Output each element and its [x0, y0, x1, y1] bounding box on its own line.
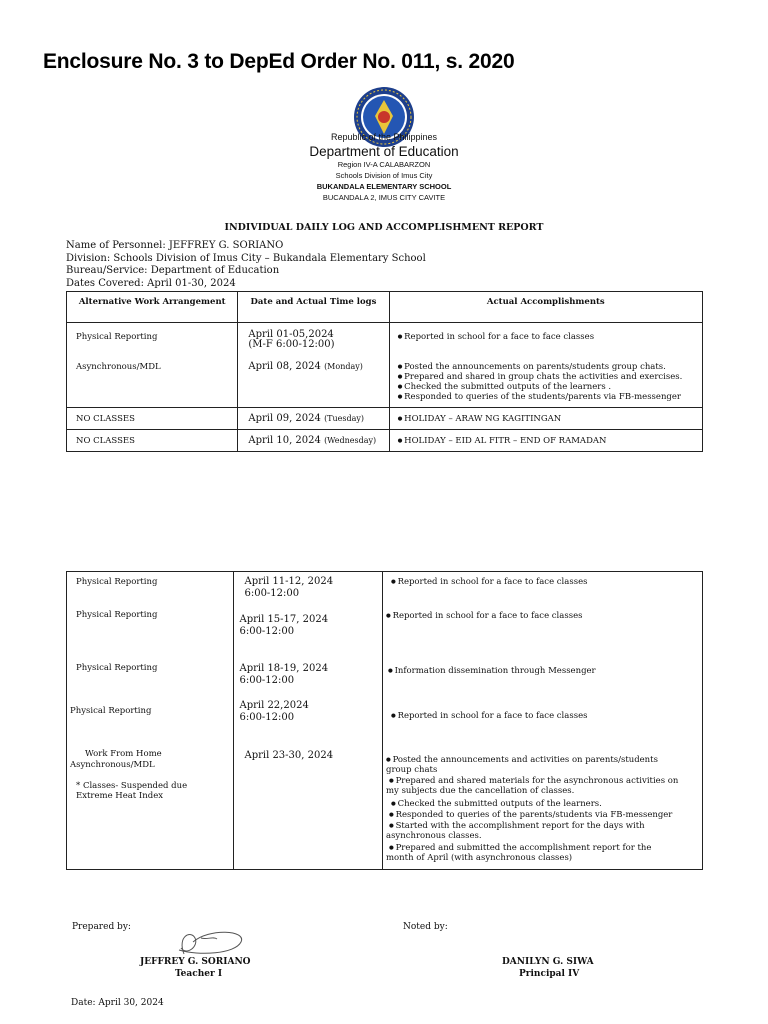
table-row [67, 572, 703, 870]
log-table-1 [66, 291, 703, 452]
prepared-name: JEFFREY G. SORIANO [140, 957, 251, 967]
table-row [67, 323, 703, 408]
address-line: BUCANDALA 2, IMUS CITY CAVITE [322, 193, 446, 202]
arrangement-note: * Classes- Suspended due [76, 781, 188, 791]
time-cell: 6:00-12:00 [239, 675, 295, 686]
table-row [67, 408, 703, 430]
accomplishment-item: ● Reported in school for a face to face classes [386, 611, 582, 622]
accomplishment-item: ● Prepared and submitted the accomplishment report for the [389, 843, 651, 854]
accomplishment-item: my subjects due the cancellation of classes. [386, 786, 575, 796]
accomplishment-item: group chats [386, 765, 438, 775]
report-date: Date: April 30, 2024 [71, 998, 164, 1008]
noted-by-label: Noted by: [403, 922, 448, 932]
accomplishment-item: ● Reported in school for a face to face classes [398, 332, 594, 343]
date-cell: April 09, 2024 (Tuesday) [248, 413, 365, 424]
date-cell: April 08, 2024 (Monday) [248, 361, 363, 372]
region-line: Region IV-A CALABARZON [337, 160, 431, 169]
accomplishment-item: ● Reported in school for a face to face classes [391, 577, 587, 588]
table-row [67, 430, 703, 452]
accomplishment-item: ● Responded to queries of the students/parents via FB-messenger [398, 392, 681, 403]
arrangement-cell: Physical Reporting [76, 577, 158, 587]
division-info: Division: Schools Division of Imus City – Bukandala Elementary School [66, 253, 426, 264]
date-cell: April 15-17, 2024 [239, 614, 329, 625]
date-cell: April 11-12, 2024 [244, 576, 334, 587]
accomplishment-item: ● HOLIDAY – EID AL FITR – END OF RAMADAN [398, 436, 607, 447]
date-cell: April 22,2024 [239, 700, 309, 711]
time-cell: 6:00-12:00 [244, 588, 300, 599]
accomplishment-item: ● Prepared and shared in group chats the activities and exercises. [398, 372, 683, 383]
accomplishment-item: ● Responded to queries of the parents/students via FB-messenger [389, 810, 672, 821]
date-cell: April 18-19, 2024 [239, 663, 329, 674]
time-cell: 6:00-12:00 [239, 626, 295, 637]
log-table-2 [66, 571, 703, 870]
date-cell: April 23-30, 2024 [244, 750, 334, 761]
noted-name: DANILYN G. SIWA [502, 957, 594, 967]
prepared-by-label: Prepared by: [72, 922, 131, 932]
accomplishment-item: month of April (with asynchronous classes) [386, 853, 573, 863]
accomplishment-item: ● Information dissemination through Messenger [388, 666, 596, 677]
arrangement-cell: Physical Reporting [76, 663, 158, 673]
accomplishment-item: ● Posted the announcements and activities on parents/students [386, 755, 658, 766]
arrangement-cell: Asynchronous/MDL [76, 362, 161, 372]
arrangement-note: Extreme Heat Index [76, 791, 164, 801]
noted-title: Principal IV [519, 969, 580, 979]
accomplishment-item: asynchronous classes. [386, 831, 482, 841]
accomplishment-item: ● Started with the accomplishment report for the days with [389, 821, 645, 832]
accomplishment-item: ● Reported in school for a face to face classes [391, 711, 587, 722]
accomplishment-item: ● HOLIDAY – ARAW NG KAGITINGAN [398, 414, 562, 425]
department-line: Department of Education [309, 144, 459, 159]
header-arrangement: Alternative Work Arrangement [67, 292, 238, 323]
arrangement-cell: Physical Reporting [76, 610, 158, 620]
school-line: BUKANDALA ELEMENTARY SCHOOL [316, 182, 452, 191]
header-accomplishments: Actual Accomplishments [389, 292, 702, 323]
arrangement-cell: NO CLASSES [76, 436, 135, 446]
accomplishment-item: ● Checked the submitted outputs of the learners . [398, 382, 612, 393]
personnel-name: Name of Personnel: JEFFREY G. SORIANO [66, 240, 284, 251]
date-cell: April 10, 2024 (Wednesday) [248, 435, 377, 446]
prepared-title: Teacher I [175, 969, 223, 979]
republic-line: Republic of the Philippines [330, 132, 438, 142]
time-cell: 6:00-12:00 [239, 712, 295, 723]
header-date: Date and Actual Time logs [238, 292, 389, 323]
accomplishment-item: ● Prepared and shared materials for the asynchronous activities on [389, 776, 678, 787]
accomplishment-item: ● Posted the announcements on parents/students group chats. [398, 362, 666, 373]
handwritten-signature [129, 926, 249, 960]
date-cell: April 01-05,2024 [248, 329, 334, 340]
arrangement-cell: Physical Reporting [70, 706, 152, 716]
bureau-info: Bureau/Service: Department of Education [66, 265, 280, 276]
report-title: INDIVIDUAL DAILY LOG AND ACCOMPLISHMENT REPORT [224, 222, 544, 233]
division-line: Schools Division of Imus City [335, 171, 433, 180]
time-cell: (M-F 6:00-12:00) [248, 339, 335, 350]
dates-covered: Dates Covered: April 01-30, 2024 [66, 278, 236, 289]
arrangement-cell: Physical Reporting [76, 332, 158, 342]
accomplishment-item: ● Checked the submitted outputs of the learners. [391, 799, 602, 810]
arrangement-cell: Asynchronous/MDL [70, 760, 155, 770]
arrangement-cell: NO CLASSES [76, 414, 135, 424]
arrangement-cell: Work From Home [85, 749, 162, 759]
enclosure-heading: Enclosure No. 3 to DepEd Order No. 011, s. 2020 [43, 50, 515, 73]
